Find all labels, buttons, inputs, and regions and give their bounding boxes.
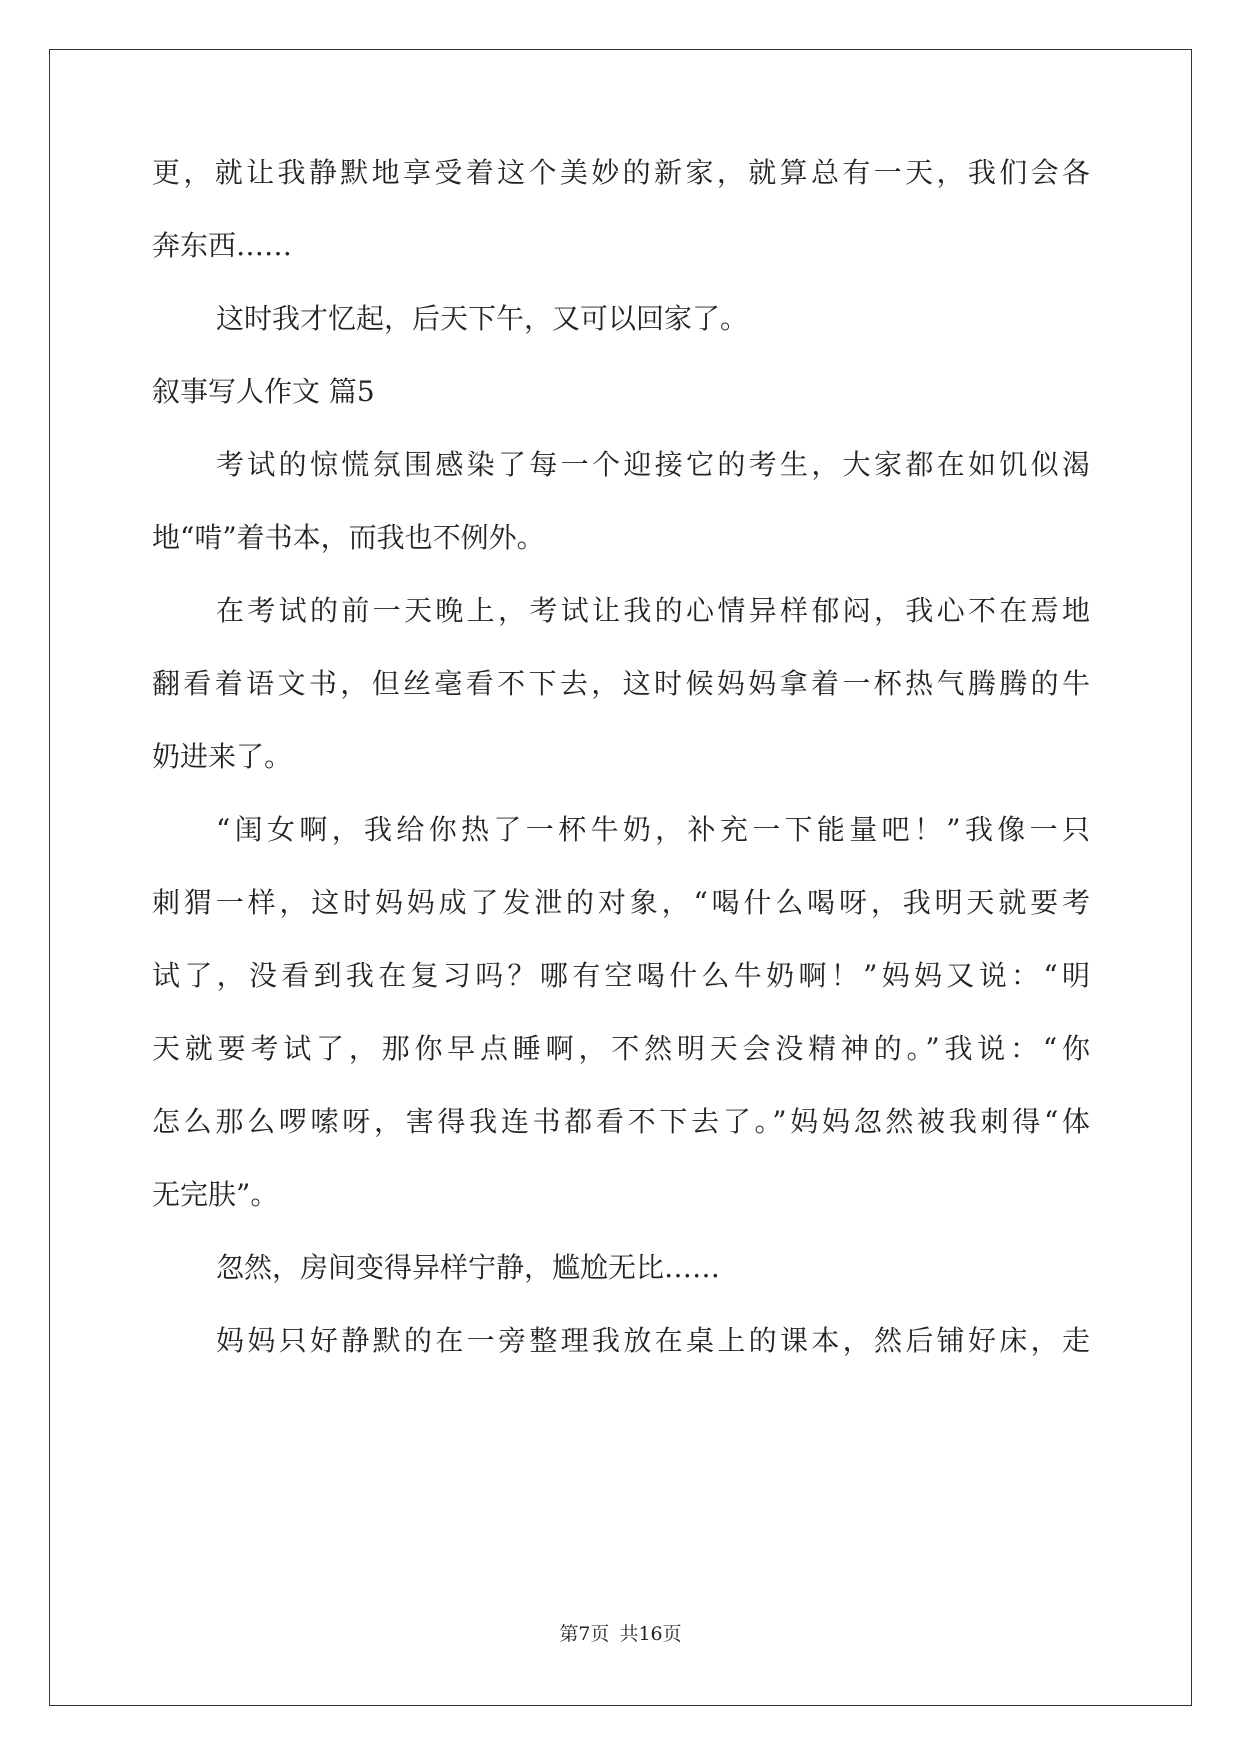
- text-line: 这时我才忆起，后天下午，又可以回家了。: [216, 302, 749, 335]
- text-line: 刺猬一样，这时妈妈成了发泄的对象，“喝什么喝呀，我明天就要考: [152, 886, 1090, 919]
- text-line: 怎么那么啰嗦呀，害得我连书都看不下去了。”妈妈忽然被我刺得“体: [152, 1105, 1090, 1138]
- text-line: “闺女啊，我给你热了一杯牛奶，补充一下能量吧！”我像一只: [216, 813, 1090, 846]
- text-line: 妈妈只好静默的在一旁整理我放在桌上的课本，然后铺好床，走: [216, 1324, 1090, 1357]
- page-total: 共16页: [619, 1623, 682, 1645]
- text-line: 试了，没看到我在复习吗？哪有空喝什么牛奶啊！”妈妈又说：“明: [152, 959, 1090, 992]
- text-line: 在考试的前一天晚上，考试让我的心情异样郁闷，我心不在焉地: [216, 594, 1090, 627]
- page-number: 第7页: [559, 1623, 610, 1645]
- page-border: [49, 49, 1192, 1706]
- page-footer: [0, 1622, 1241, 1646]
- text-line: 地“啃”着书本，而我也不例外。: [152, 521, 545, 554]
- text-line: 无完肤”。: [152, 1178, 279, 1211]
- text-line: 奔东西……: [152, 229, 293, 262]
- text-line: 考试的惊慌氛围感染了每一个迎接它的考生，大家都在如饥似渴: [216, 448, 1090, 481]
- text-line: 天就要考试了，那你早点睡啊，不然明天会没精神的。”我说：“你: [152, 1032, 1090, 1065]
- text-line: 更，就让我静默地享受着这个美妙的新家，就算总有一天，我们会各: [152, 156, 1090, 189]
- section-heading: 叙事写人作文 篇5: [152, 375, 375, 408]
- text-line: 忽然，房间变得异样宁静，尴尬无比……: [216, 1251, 721, 1284]
- text-line: 翻看着语文书，但丝毫看不下去，这时候妈妈拿着一杯热气腾腾的牛: [152, 667, 1090, 700]
- text-line: 奶进来了。: [152, 740, 293, 773]
